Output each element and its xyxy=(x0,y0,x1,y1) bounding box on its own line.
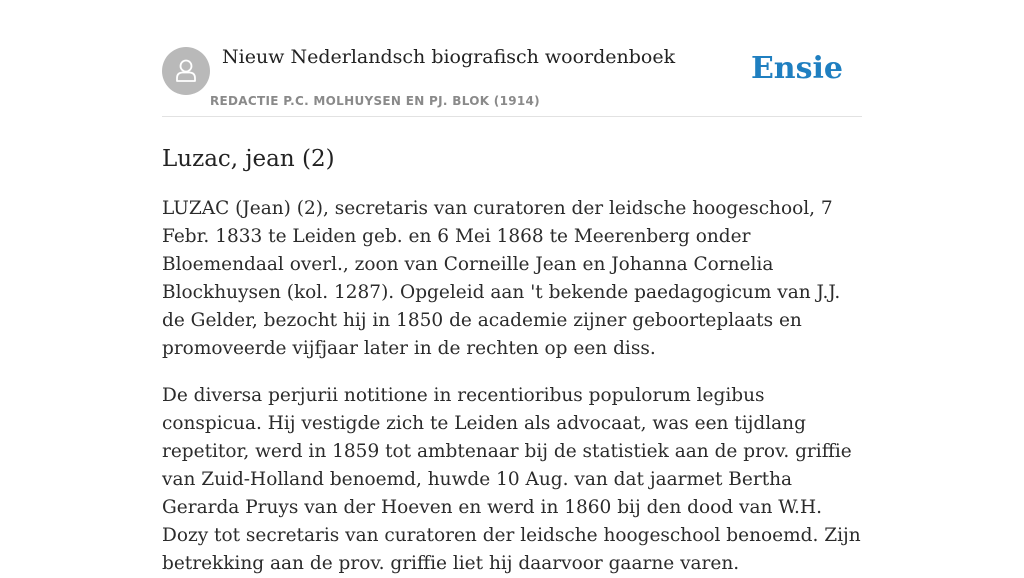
entry-paragraph-1: LUZAC (Jean) (2), secretaris van curatoren der leidsche hoogeschool, 7 Febr. 1833 te Leiden geb. en 6 Mei 1868 te Meerenberg onder Bloemendaal overl., zoon van Corneille Jean en Johanna Cornelia Blockhuysen (kol. 1287). Opgeleid aan 't bekende paedagogicum van J.J. de Gelder, bezocht hij in 1850 de academie zijner geboorteplaats en promoveerde vijfjaar later in de rechten op een diss. xyxy=(162,198,841,359)
main-content xyxy=(162,0,862,578)
entry-title: Luzac, jean (2) xyxy=(162,146,335,172)
source-header xyxy=(162,0,862,117)
entry-paragraph-2: De diversa perjurii notitione in recentioribus populorum legibus conspicua. Hij vestigde zich te Leiden als advocaat, was een tijdlang repetitor, werd in 1859 tot ambtenaar bij de statistiek aan de prov. griffie van Zuid-Holland benoemd, huwde 10 Aug. van dat jaarmet Bertha Gerarda Pruys van der Hoeven en werd in 1860 bij den dood van W.H. Dozy tot secretaris van curatoren der leidsche hoogeschool benoemd. Zijn betrekking aan de prov. griffie liet hij daarvoor gaarne varen. xyxy=(162,385,861,574)
book-editors: REDACTIE P.C. MOLHUYSEN EN PJ. BLOK (1914) xyxy=(210,94,540,108)
user-avatar-icon xyxy=(162,47,210,95)
user-silhouette-icon xyxy=(171,56,201,86)
book-title[interactable]: Nieuw Nederlandsch biografisch woordenboek xyxy=(222,46,676,68)
ensie-logo[interactable]: Ensie xyxy=(750,51,843,86)
